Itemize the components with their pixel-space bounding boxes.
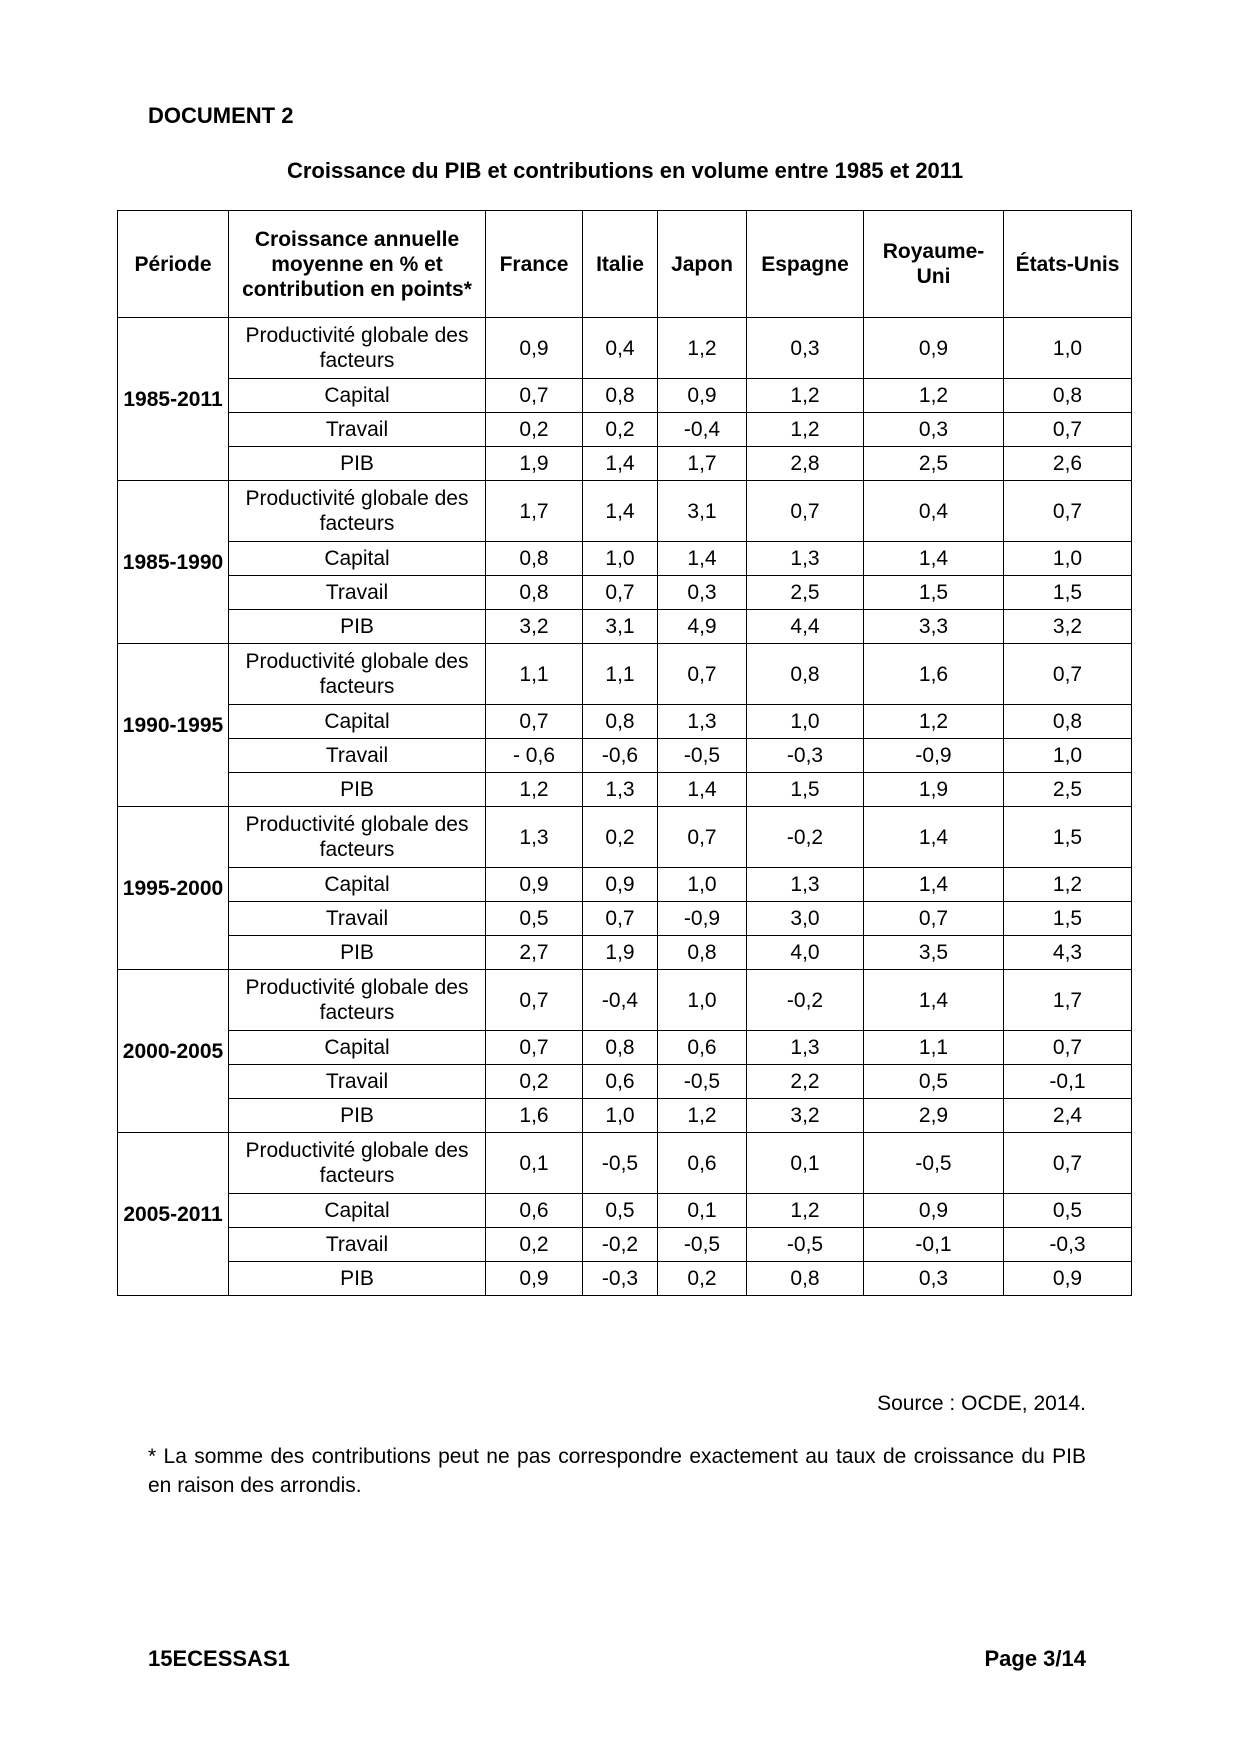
value-cell-italie: 0,7 bbox=[583, 902, 658, 936]
value-cell-japon: 1,2 bbox=[658, 318, 747, 379]
value-cell-etats-unis: -0,3 bbox=[1004, 1228, 1132, 1262]
value-cell-japon: 1,4 bbox=[658, 773, 747, 807]
value-cell-japon: 0,7 bbox=[658, 807, 747, 868]
value-cell-italie: 1,3 bbox=[583, 773, 658, 807]
value-cell-japon: 0,6 bbox=[658, 1031, 747, 1065]
value-cell-royaume-uni: 1,4 bbox=[864, 542, 1004, 576]
value-cell-royaume-uni: 3,3 bbox=[864, 610, 1004, 644]
value-cell-france: 0,7 bbox=[486, 705, 583, 739]
value-cell-japon: 0,9 bbox=[658, 379, 747, 413]
header-period: Période bbox=[118, 211, 229, 318]
table-row bbox=[118, 1065, 1132, 1099]
value-cell-royaume-uni: 1,4 bbox=[864, 868, 1004, 902]
value-cell-france: 0,2 bbox=[486, 1228, 583, 1262]
value-cell-royaume-uni: 0,9 bbox=[864, 318, 1004, 379]
table-body bbox=[118, 318, 1132, 1296]
indicator-cell: Travail bbox=[229, 1228, 486, 1262]
value-cell-espagne: 1,0 bbox=[747, 705, 864, 739]
value-cell-japon: -0,5 bbox=[658, 739, 747, 773]
footer-page-number: Page 3/14 bbox=[984, 1646, 1086, 1671]
table-row bbox=[118, 481, 1132, 542]
value-cell-france: 0,6 bbox=[486, 1194, 583, 1228]
value-cell-espagne: 1,3 bbox=[747, 1031, 864, 1065]
value-cell-france: 0,7 bbox=[486, 379, 583, 413]
value-cell-etats-unis: 0,5 bbox=[1004, 1194, 1132, 1228]
value-cell-royaume-uni: 2,5 bbox=[864, 447, 1004, 481]
value-cell-italie: 0,2 bbox=[583, 807, 658, 868]
indicator-cell: PIB bbox=[229, 936, 486, 970]
indicator-cell: PIB bbox=[229, 447, 486, 481]
document-title: Croissance du PIB et contributions en volume entre 1985 et 2011 bbox=[286, 158, 964, 183]
value-cell-royaume-uni: 0,9 bbox=[864, 1194, 1004, 1228]
indicator-cell: Productivité globale des facteurs bbox=[229, 970, 486, 1031]
value-cell-royaume-uni: 1,6 bbox=[864, 644, 1004, 705]
value-cell-espagne: -0,2 bbox=[747, 807, 864, 868]
value-cell-espagne: 1,2 bbox=[747, 379, 864, 413]
indicator-cell: Capital bbox=[229, 1031, 486, 1065]
value-cell-japon: 3,1 bbox=[658, 481, 747, 542]
value-cell-france: 1,7 bbox=[486, 481, 583, 542]
value-cell-france: 0,8 bbox=[486, 576, 583, 610]
value-cell-italie: -0,5 bbox=[583, 1133, 658, 1194]
value-cell-royaume-uni: 1,9 bbox=[864, 773, 1004, 807]
value-cell-etats-unis: 2,6 bbox=[1004, 447, 1132, 481]
value-cell-royaume-uni: 1,2 bbox=[864, 379, 1004, 413]
header-etats-unis: États-Unis bbox=[1004, 211, 1132, 318]
value-cell-royaume-uni: 1,1 bbox=[864, 1031, 1004, 1065]
value-cell-espagne: 2,5 bbox=[747, 576, 864, 610]
footnote: * La somme des contributions peut ne pas correspondre exactement au taux de croissance du PIB en raison des arrondis. bbox=[148, 1445, 1086, 1497]
value-cell-france: 2,7 bbox=[486, 936, 583, 970]
header-espagne: Espagne bbox=[747, 211, 864, 318]
value-cell-france: 0,2 bbox=[486, 413, 583, 447]
value-cell-espagne: 3,0 bbox=[747, 902, 864, 936]
value-cell-japon: 1,2 bbox=[658, 1099, 747, 1133]
value-cell-etats-unis: 1,2 bbox=[1004, 868, 1132, 902]
value-cell-royaume-uni: -0,5 bbox=[864, 1133, 1004, 1194]
value-cell-royaume-uni: -0,9 bbox=[864, 739, 1004, 773]
table-header-row bbox=[118, 211, 1132, 318]
value-cell-etats-unis: 2,4 bbox=[1004, 1099, 1132, 1133]
table-row bbox=[118, 1099, 1132, 1133]
value-cell-royaume-uni: 0,3 bbox=[864, 413, 1004, 447]
value-cell-espagne: 2,2 bbox=[747, 1065, 864, 1099]
table-row bbox=[118, 610, 1132, 644]
value-cell-espagne: -0,5 bbox=[747, 1228, 864, 1262]
value-cell-royaume-uni: 0,5 bbox=[864, 1065, 1004, 1099]
header-royaume-uni: Royaume-Uni bbox=[864, 211, 1004, 318]
value-cell-france: 0,8 bbox=[486, 542, 583, 576]
value-cell-etats-unis: 0,7 bbox=[1004, 644, 1132, 705]
value-cell-espagne: 0,8 bbox=[747, 644, 864, 705]
table-row bbox=[118, 1262, 1132, 1296]
value-cell-etats-unis: 0,7 bbox=[1004, 413, 1132, 447]
value-cell-etats-unis: 1,5 bbox=[1004, 902, 1132, 936]
value-cell-japon: -0,5 bbox=[658, 1065, 747, 1099]
value-cell-italie: -0,2 bbox=[583, 1228, 658, 1262]
table-row bbox=[118, 1133, 1132, 1194]
indicator-cell: PIB bbox=[229, 1099, 486, 1133]
table-row bbox=[118, 705, 1132, 739]
value-cell-japon: 0,3 bbox=[658, 576, 747, 610]
value-cell-italie: -0,3 bbox=[583, 1262, 658, 1296]
table-row bbox=[118, 1228, 1132, 1262]
value-cell-italie: 3,1 bbox=[583, 610, 658, 644]
indicator-cell: Productivité globale des facteurs bbox=[229, 481, 486, 542]
value-cell-italie: 1,4 bbox=[583, 447, 658, 481]
indicator-cell: Productivité globale des facteurs bbox=[229, 318, 486, 379]
header-italie: Italie bbox=[583, 211, 658, 318]
value-cell-etats-unis: 0,7 bbox=[1004, 1133, 1132, 1194]
value-cell-italie: -0,6 bbox=[583, 739, 658, 773]
table-row bbox=[118, 807, 1132, 868]
value-cell-etats-unis: 4,3 bbox=[1004, 936, 1132, 970]
value-cell-espagne: 3,2 bbox=[747, 1099, 864, 1133]
value-cell-etats-unis: 0,7 bbox=[1004, 481, 1132, 542]
value-cell-italie: 0,8 bbox=[583, 379, 658, 413]
value-cell-etats-unis: 3,2 bbox=[1004, 610, 1132, 644]
indicator-cell: Capital bbox=[229, 868, 486, 902]
value-cell-france: 1,6 bbox=[486, 1099, 583, 1133]
value-cell-espagne: 0,1 bbox=[747, 1133, 864, 1194]
value-cell-japon: 0,2 bbox=[658, 1262, 747, 1296]
indicator-cell: Travail bbox=[229, 1065, 486, 1099]
value-cell-italie: 0,7 bbox=[583, 576, 658, 610]
value-cell-etats-unis: 0,9 bbox=[1004, 1262, 1132, 1296]
value-cell-etats-unis: 1,0 bbox=[1004, 542, 1132, 576]
value-cell-espagne: 1,2 bbox=[747, 1194, 864, 1228]
value-cell-japon: 0,8 bbox=[658, 936, 747, 970]
value-cell-japon: -0,9 bbox=[658, 902, 747, 936]
value-cell-france: 0,7 bbox=[486, 1031, 583, 1065]
value-cell-japon: 0,6 bbox=[658, 1133, 747, 1194]
header-japon: Japon bbox=[658, 211, 747, 318]
indicator-cell: Productivité globale des facteurs bbox=[229, 807, 486, 868]
value-cell-japon: 1,7 bbox=[658, 447, 747, 481]
indicator-cell: Travail bbox=[229, 576, 486, 610]
value-cell-etats-unis: 1,7 bbox=[1004, 970, 1132, 1031]
value-cell-royaume-uni: 0,7 bbox=[864, 902, 1004, 936]
value-cell-japon: 1,0 bbox=[658, 970, 747, 1031]
source-note: Source : OCDE, 2014. bbox=[877, 1392, 1086, 1415]
growth-table bbox=[117, 210, 1132, 1296]
value-cell-france: 0,7 bbox=[486, 970, 583, 1031]
table-row bbox=[118, 542, 1132, 576]
value-cell-france: 0,9 bbox=[486, 1262, 583, 1296]
table-row bbox=[118, 576, 1132, 610]
table-row bbox=[118, 644, 1132, 705]
value-cell-royaume-uni: 3,5 bbox=[864, 936, 1004, 970]
period-cell: 2000-2005 bbox=[118, 970, 229, 1133]
value-cell-etats-unis: 2,5 bbox=[1004, 773, 1132, 807]
value-cell-italie: 1,0 bbox=[583, 542, 658, 576]
value-cell-royaume-uni: 1,2 bbox=[864, 705, 1004, 739]
value-cell-italie: 0,5 bbox=[583, 1194, 658, 1228]
value-cell-france: 0,5 bbox=[486, 902, 583, 936]
table-row bbox=[118, 739, 1132, 773]
value-cell-espagne: 1,3 bbox=[747, 542, 864, 576]
value-cell-espagne: 1,5 bbox=[747, 773, 864, 807]
indicator-cell: Travail bbox=[229, 413, 486, 447]
period-cell: 1995-2000 bbox=[118, 807, 229, 970]
footer-code: 15ECESSAS1 bbox=[148, 1646, 290, 1671]
table-row bbox=[118, 773, 1132, 807]
table-row bbox=[118, 379, 1132, 413]
value-cell-france: - 0,6 bbox=[486, 739, 583, 773]
indicator-cell: Capital bbox=[229, 379, 486, 413]
value-cell-japon: 0,7 bbox=[658, 644, 747, 705]
value-cell-espagne: 4,0 bbox=[747, 936, 864, 970]
table-row bbox=[118, 902, 1132, 936]
value-cell-espagne: 0,8 bbox=[747, 1262, 864, 1296]
indicator-cell: Productivité globale des facteurs bbox=[229, 644, 486, 705]
indicator-cell: Productivité globale des facteurs bbox=[229, 1133, 486, 1194]
table-row bbox=[118, 413, 1132, 447]
value-cell-espagne: 0,7 bbox=[747, 481, 864, 542]
value-cell-royaume-uni: -0,1 bbox=[864, 1228, 1004, 1262]
value-cell-japon: 4,9 bbox=[658, 610, 747, 644]
value-cell-italie: 0,8 bbox=[583, 705, 658, 739]
value-cell-espagne: 1,2 bbox=[747, 413, 864, 447]
value-cell-france: 3,2 bbox=[486, 610, 583, 644]
indicator-cell: Travail bbox=[229, 902, 486, 936]
table-row bbox=[118, 318, 1132, 379]
value-cell-etats-unis: 1,0 bbox=[1004, 739, 1132, 773]
value-cell-italie: 0,2 bbox=[583, 413, 658, 447]
value-cell-royaume-uni: 2,9 bbox=[864, 1099, 1004, 1133]
table-row bbox=[118, 868, 1132, 902]
value-cell-espagne: 2,8 bbox=[747, 447, 864, 481]
header-indicator: Croissance annuelle moyenne en % et contribution en points* bbox=[229, 211, 486, 318]
period-cell: 1985-2011 bbox=[118, 318, 229, 481]
indicator-cell: Capital bbox=[229, 542, 486, 576]
value-cell-italie: -0,4 bbox=[583, 970, 658, 1031]
value-cell-espagne: 0,3 bbox=[747, 318, 864, 379]
value-cell-espagne: 4,4 bbox=[747, 610, 864, 644]
value-cell-italie: 0,9 bbox=[583, 868, 658, 902]
value-cell-espagne: -0,2 bbox=[747, 970, 864, 1031]
value-cell-france: 0,1 bbox=[486, 1133, 583, 1194]
document-label: DOCUMENT 2 bbox=[148, 103, 294, 128]
indicator-cell: PIB bbox=[229, 610, 486, 644]
value-cell-royaume-uni: 0,4 bbox=[864, 481, 1004, 542]
value-cell-france: 1,9 bbox=[486, 447, 583, 481]
value-cell-etats-unis: 1,5 bbox=[1004, 807, 1132, 868]
value-cell-japon: -0,5 bbox=[658, 1228, 747, 1262]
value-cell-etats-unis: 1,0 bbox=[1004, 318, 1132, 379]
value-cell-etats-unis: 1,5 bbox=[1004, 576, 1132, 610]
indicator-cell: PIB bbox=[229, 1262, 486, 1296]
value-cell-france: 1,3 bbox=[486, 807, 583, 868]
value-cell-italie: 0,4 bbox=[583, 318, 658, 379]
indicator-cell: Capital bbox=[229, 705, 486, 739]
value-cell-italie: 1,1 bbox=[583, 644, 658, 705]
value-cell-france: 0,2 bbox=[486, 1065, 583, 1099]
value-cell-italie: 1,4 bbox=[583, 481, 658, 542]
value-cell-etats-unis: 0,7 bbox=[1004, 1031, 1132, 1065]
value-cell-italie: 0,8 bbox=[583, 1031, 658, 1065]
value-cell-etats-unis: -0,1 bbox=[1004, 1065, 1132, 1099]
period-cell: 1985-1990 bbox=[118, 481, 229, 644]
value-cell-france: 1,2 bbox=[486, 773, 583, 807]
indicator-cell: Travail bbox=[229, 739, 486, 773]
value-cell-france: 0,9 bbox=[486, 318, 583, 379]
period-cell: 2005-2011 bbox=[118, 1133, 229, 1296]
value-cell-italie: 1,0 bbox=[583, 1099, 658, 1133]
table-row bbox=[118, 1194, 1132, 1228]
value-cell-royaume-uni: 1,4 bbox=[864, 970, 1004, 1031]
value-cell-japon: -0,4 bbox=[658, 413, 747, 447]
value-cell-espagne: 1,3 bbox=[747, 868, 864, 902]
period-cell: 1990-1995 bbox=[118, 644, 229, 807]
value-cell-espagne: -0,3 bbox=[747, 739, 864, 773]
value-cell-royaume-uni: 0,3 bbox=[864, 1262, 1004, 1296]
indicator-cell: Capital bbox=[229, 1194, 486, 1228]
value-cell-etats-unis: 0,8 bbox=[1004, 379, 1132, 413]
value-cell-italie: 0,6 bbox=[583, 1065, 658, 1099]
indicator-cell: PIB bbox=[229, 773, 486, 807]
value-cell-etats-unis: 0,8 bbox=[1004, 705, 1132, 739]
value-cell-royaume-uni: 1,4 bbox=[864, 807, 1004, 868]
value-cell-france: 0,9 bbox=[486, 868, 583, 902]
table-row bbox=[118, 447, 1132, 481]
value-cell-royaume-uni: 1,5 bbox=[864, 576, 1004, 610]
table-row bbox=[118, 936, 1132, 970]
value-cell-italie: 1,9 bbox=[583, 936, 658, 970]
value-cell-japon: 1,0 bbox=[658, 868, 747, 902]
value-cell-japon: 0,1 bbox=[658, 1194, 747, 1228]
table-row bbox=[118, 1031, 1132, 1065]
value-cell-japon: 1,4 bbox=[658, 542, 747, 576]
table-row bbox=[118, 970, 1132, 1031]
value-cell-japon: 1,3 bbox=[658, 705, 747, 739]
header-france: France bbox=[486, 211, 583, 318]
value-cell-france: 1,1 bbox=[486, 644, 583, 705]
